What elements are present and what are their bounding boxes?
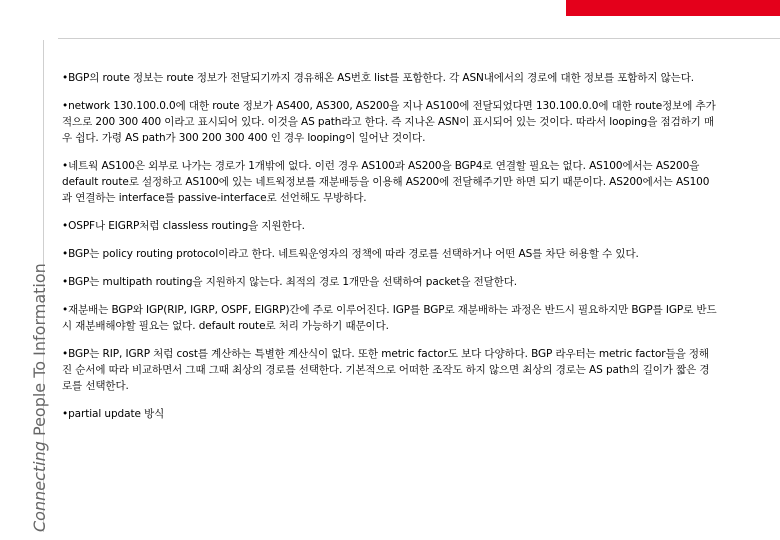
side-banner	[0, 0, 50, 540]
header-divider	[58, 38, 780, 39]
side-tagline-rest: People To Information	[30, 263, 49, 436]
bullet-partial-update: •partial update 방식	[62, 408, 165, 420]
bullet-multipath: •BGP는 multipath routing을 지원하지 않는다. 최적의 경로 1개만을 선택하여 packet을 전달한다.	[62, 276, 518, 288]
header-red-bar	[566, 0, 780, 16]
slide-body	[62, 70, 717, 434]
bullet-metric: •BGP는 RIP, IGRP 처럼 cost를 계산하는 특별한 계산식이 없다. 또한 metric factor도 보다 다양하다. BGP 라우터는 metric factor들을 정해진 순서에 따라 비교하면서 그때 그때 최상의 경로를 선택한다. 기본적으로 어떠한 조작도 하지 않으면 최상의 경로는 AS path의 길이가 짧은 경로를 선택한다.	[62, 348, 710, 392]
bullet-default-route: •네트웍 AS100은 외부로 나가는 경로가 1개밖에 없다. 이런 경우 AS100과 AS200을 BGP4로 연결할 필요는 없다. AS100에서는 AS200을 default route로 설정하고 AS100에 있는 네트웍정보를 재분배등을 이용해 AS200에 전달해주기만 하면 되기 때문이다. AS200에서는 AS100과 연결하는 interface를 passive-interface로 선언해도 무방하다.	[62, 160, 710, 204]
bullet-as-path-list: •BGP의 route 정보는 route 정보가 전달되기까지 경유해온 AS번호 list를 포함한다. 각 ASN내에서의 경로에 대한 정보를 포함하지 않는다.	[62, 72, 695, 84]
bullet-as-path-example: •network 130.100.0.0에 대한 route 정보가 AS400, AS300, AS200을 지나 AS100에 전달되었다면 130.100.0.0에 대한 route정보에 추가적으로 200 300 400 이라고 표시되어 있다. 이것을 AS path라고 한다. 즉 지나온 ASN이 표시되어 있는 것이다. 따라서 looping을 점검하기 매우 쉽다. 가령 AS path가 300 200 300 400 인 경우 looping이 일어난 것이다.	[62, 100, 716, 144]
bullet-classless: •OSPF나 EIGRP처럼 classless routing을 지원한다.	[62, 220, 305, 232]
side-tagline	[30, 263, 49, 532]
bullet-redistribution: •재분배는 BGP와 IGP(RIP, IGRP, OSPF, EIGRP)간에 주로 이루어진다. IGP를 BGP로 재분배하는 과정은 반드시 필요하지만 BGP를 IGP로 반드시 재분배해야할 필요는 없다. default route로 처리 가능하기 때문이다.	[62, 304, 717, 332]
side-tagline-italic: Connecting	[30, 441, 49, 532]
bullet-policy-routing: •BGP는 policy routing protocol이라고 한다. 네트웍운영자의 정책에 따라 경로를 선택하거나 어떤 AS를 차단 허용할 수 있다.	[62, 248, 639, 260]
